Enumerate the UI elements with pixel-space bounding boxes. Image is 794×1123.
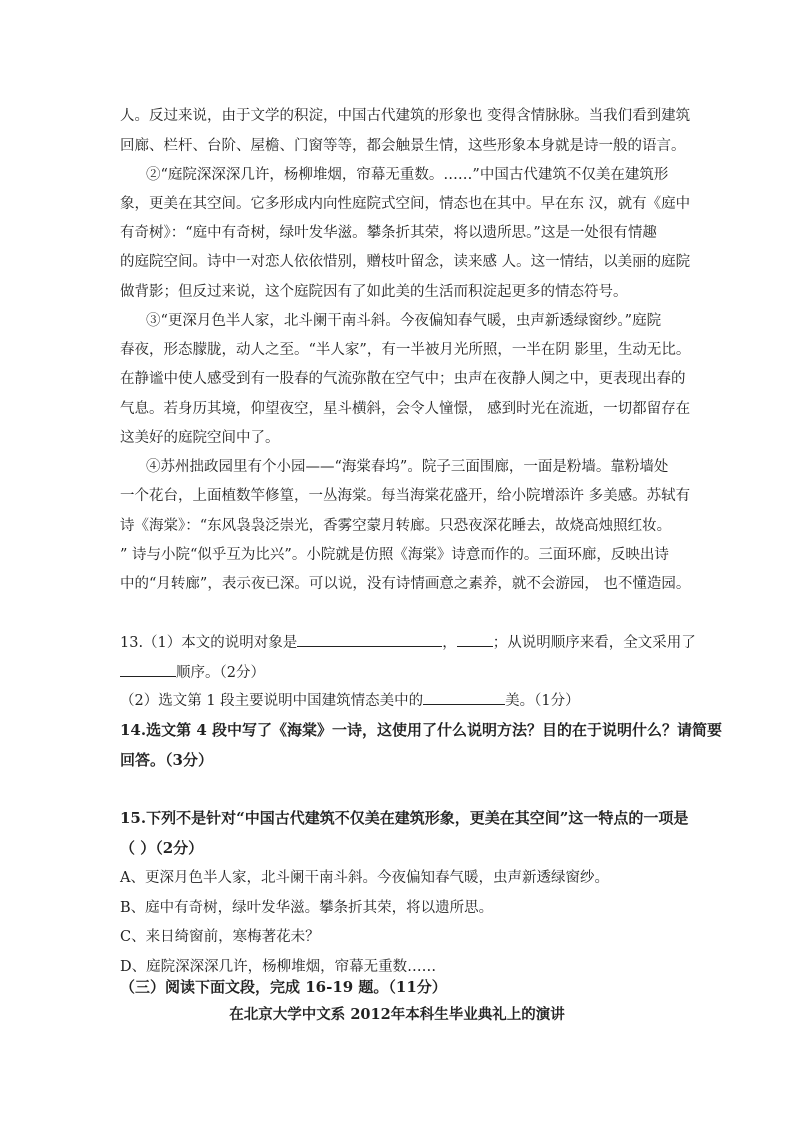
passage-line: 有奇树》：“庭中有奇树，绿叶发华滋。攀条折其荣，将以遗所思。”这是一处很有情趣 [120,225,657,241]
passage-line: 春夜，形态朦胧，动人之至。“半人家”，有一半被月光所照，一半在阴 影里，生动无比。 [120,342,691,358]
passage-line: 的庭院空间。诗中一对恋人依依惜别，赠枝叶留念，读来感 人。这一情结，以美丽的庭院 [120,254,691,270]
passage-line: 做背影；但反过来说，这个庭院因有了如此美的生活而积淀起更多的情态符号。 [120,284,628,300]
passage-line: 诗《海棠》：“东风袅袅泛崇光，香雾空蒙月转廊。只恐夜深花睡去，故烧高烛照红妆。 [120,518,672,534]
section-3-heading: （三）阅读下面文段，完成 16-19 题。（11分） [120,978,447,996]
question-13-line1: 13.（1）本文的说明对象是 ， ；从说明顺序来看，全文采用了 [120,631,696,652]
answer-blank-order[interactable] [120,662,176,677]
option-b: B、庭中有奇树，绿叶发华滋。攀条折其荣，将以遗所思。 [120,900,494,916]
answer-blank-object-2[interactable] [457,632,493,647]
option-a: A、更深月色半人家，北斗阑干南斗斜。今夜偏知春气暖，虫声新透绿窗纱。 [120,870,609,886]
article-title: 在北京大学中文系 2012年本科生毕业典礼上的演讲 [229,1006,565,1023]
passage-line: 气息。若身历其境，仰望夜空，星斗横斜，会令人憧憬， 感到时光在流逝，一切都留存在 [120,401,691,417]
answer-blank-beauty[interactable] [423,690,505,705]
passage-line: ②“庭院深深深几许，杨柳堆烟，帘幕无重数。……”中国古代建筑不仅美在建筑形 [146,167,669,183]
question-14-line2: 回答。（3分） [120,751,213,769]
passage-line: 象，更美在其空间。它多形成内向性庭院式空间，情态也在其中。早在东 汉，就有《庭中 [120,196,691,212]
passage-line: 回廊、栏杆、台阶、屋檐、门窗等等，都会触景生情，这些形象本身就是诗一般的语言。 [120,138,686,154]
passage-line: 中的“月转廊”，表示夜已深。可以说，没有诗情画意之素养，就不会游园， 也不懂造园。 [120,576,691,592]
option-c: C、来日绮窗前，寒梅著花未？ [120,929,320,945]
passage-line: ③“更深月色半人家，北斗阑干南斗斜。今夜偏知春气暖，虫声新透绿窗纱。”庭院 [146,313,662,329]
option-d: D、庭院深深深几许，杨柳堆烟，帘幕无重数…… [120,959,437,975]
question-15-line1: 15.下列不是针对“中国古代建筑不仅美在建筑形象，更美在其空间”这一特点的一项是 [120,809,689,827]
passage-line: 一个花台，上面植数竿修篁，一丛海棠。每当海棠花盛开，给小院增添许 多美感。苏轼有 [120,488,691,504]
question-13-line3: （2）选文第 1 段主要说明中国建筑情态美中的 美。（1分） [120,689,580,710]
passage-line: 这美好的庭院空间中了。 [120,430,280,446]
question-14-line1: 14.选文第 4 段中写了《海棠》一诗，这使用了什么说明方法？目的在于说明什么？请简要 [120,721,722,739]
passage-line: 在静谧中使人感受到有一股春的气流弥散在空气中；虫声在夜静人阒之中，更表现出春的 [120,371,686,387]
question-15-line2: （ ）（2分） [120,839,204,857]
passage-line: ” 诗与小院“似乎互为比兴”。小院就是仿照《海棠》诗意而作的。三面环廊，反映出诗 [120,547,669,563]
answer-blank-object[interactable] [297,632,442,647]
question-13-line2: 顺序。（2分） [120,661,265,682]
passage-line: 人。反过来说，由于文学的积淀，中国古代建筑的形象也 变得含情脉脉。当我们看到建筑 [120,108,691,124]
passage-line: ④苏州拙政园里有个小园——“海棠春坞”。院子三面围廊，一面是粉墙。靠粉墙处 [146,459,669,475]
